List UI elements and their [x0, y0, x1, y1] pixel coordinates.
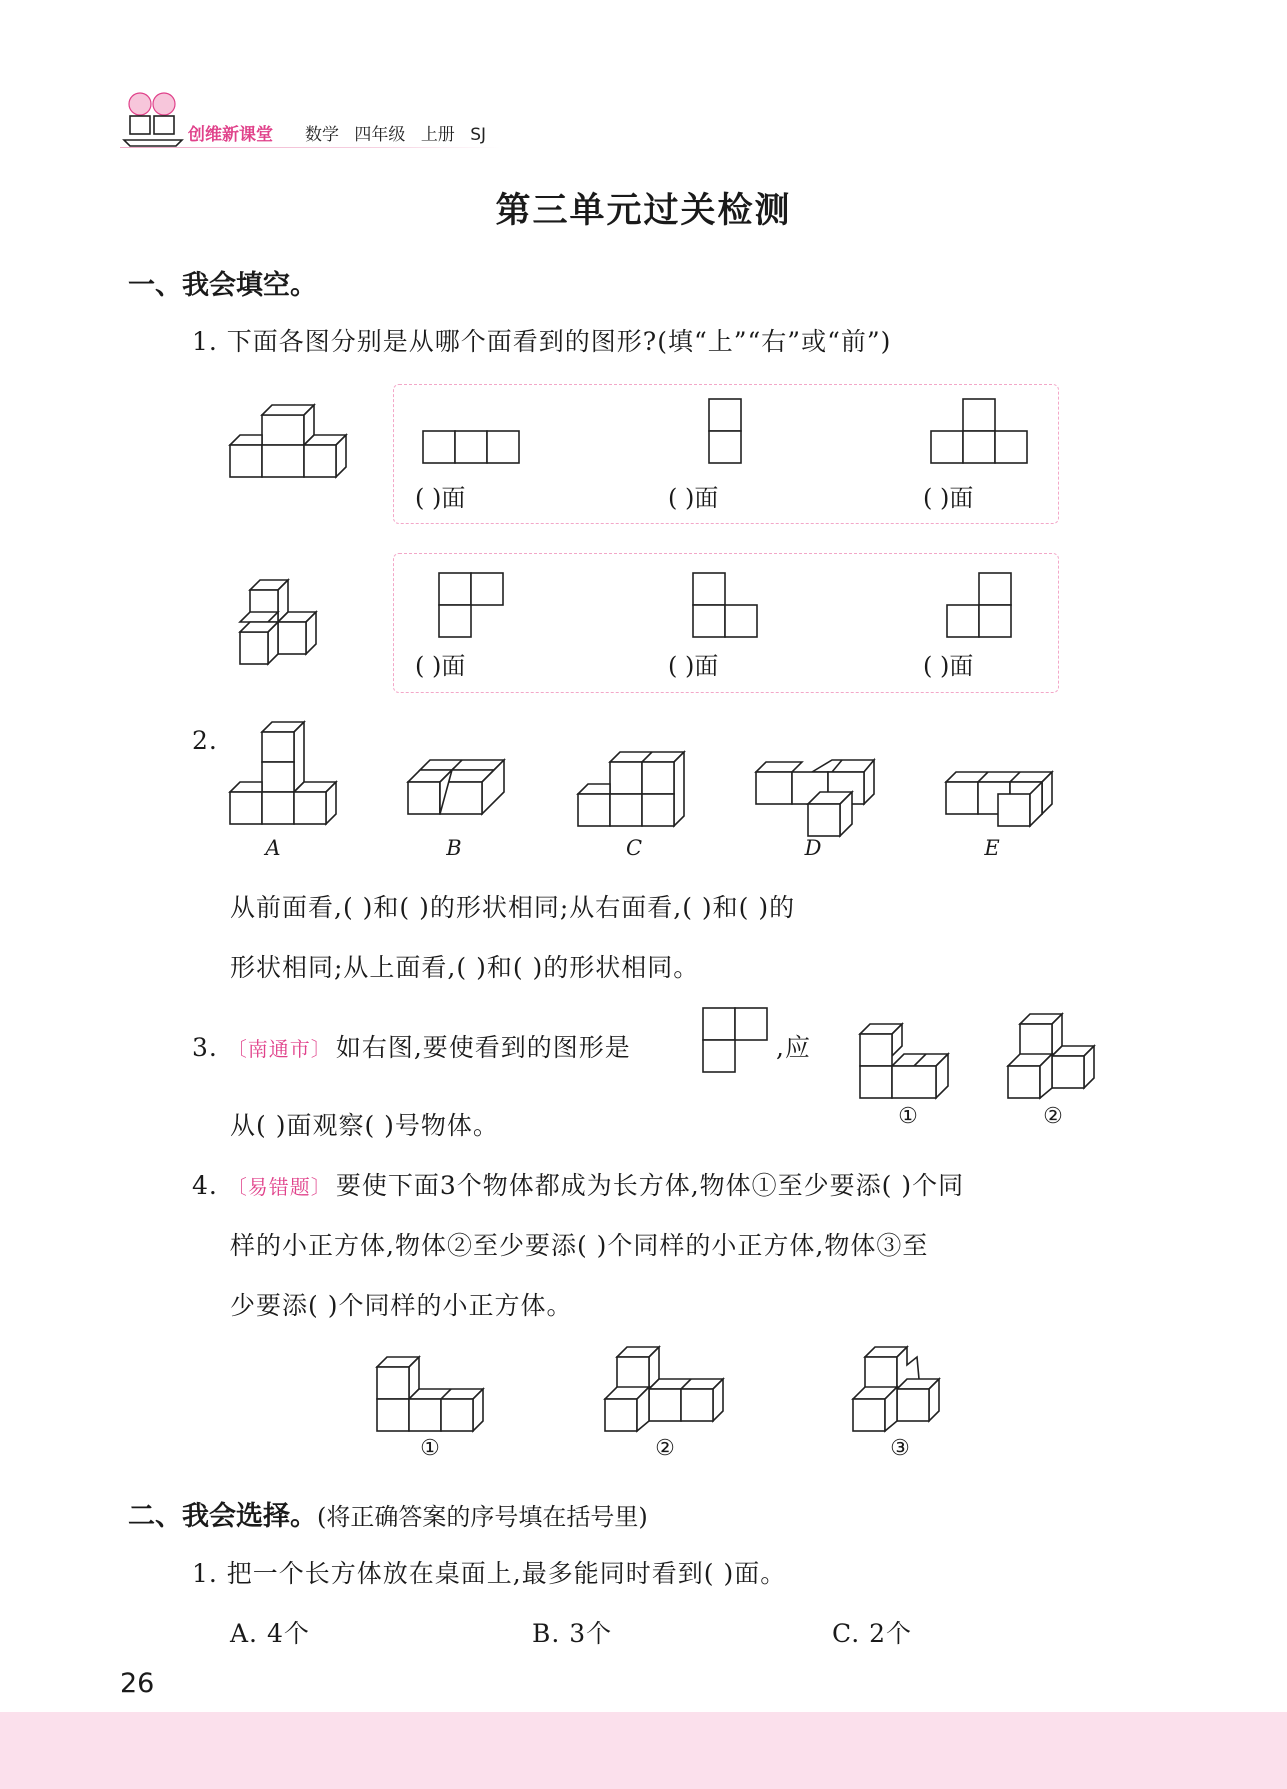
q3-solid-1	[860, 1022, 960, 1102]
q1-solid-1	[230, 415, 340, 495]
q2-label-a: A	[265, 836, 281, 860]
q1-view-1a	[423, 431, 523, 467]
q4-number: 4.	[192, 1171, 218, 1200]
volume: 上册	[420, 125, 455, 145]
brand-logo	[118, 88, 188, 148]
page-title: 第三单元过关检测	[495, 191, 792, 231]
edition: SJ	[470, 125, 487, 145]
q1-blank-1c[interactable]: ( )面	[923, 484, 974, 512]
q2-solid-b	[408, 760, 508, 830]
s2-q1-option-c[interactable]: C. 2个	[832, 1619, 913, 1648]
s2-q1-option-a[interactable]: A. 4个	[230, 1619, 310, 1648]
q2-solid-a	[230, 722, 340, 832]
s2-q1-text: 1. 把一个长方体放在桌面上,最多能同时看到( )面。	[192, 1559, 787, 1588]
section1-heading: 一、我会填空。	[128, 270, 317, 301]
q4-tag: 〔易错题〕	[226, 1175, 332, 1199]
q2-number: 2.	[192, 726, 218, 755]
q4-line1-text: 要使下面3个物体都成为长方体,物体①至少要添( )个同	[335, 1171, 965, 1200]
q1-view-2a	[439, 573, 507, 641]
q1-solid-2	[240, 578, 340, 674]
q1-view-2c	[947, 573, 1015, 641]
q3-label-1: ①	[898, 1104, 918, 1129]
s2-q1-option-b[interactable]: B. 3个	[532, 1619, 613, 1648]
q3-target-view	[703, 1008, 771, 1076]
q3-text-b: ,应	[776, 1033, 811, 1062]
q2-solid-e	[946, 770, 1066, 830]
q4-solid-1	[377, 1355, 487, 1445]
q4-line3: 少要添( )个同样的小正方体。	[230, 1291, 573, 1320]
q1-blank-1a[interactable]: ( )面	[415, 484, 466, 512]
q4-solid-3	[853, 1345, 953, 1445]
q4-label-2: ②	[655, 1436, 675, 1461]
q2-line1: 从前面看,( )和( )的形状相同;从右面看,( )和( )的	[230, 893, 796, 922]
q3-line2: 从( )面观察( )号物体。	[230, 1111, 499, 1140]
q3-solid-2	[1008, 1012, 1108, 1102]
q2-label-d: D	[804, 836, 822, 860]
q1-view-1b	[709, 399, 745, 467]
q4-label-3: ③	[890, 1436, 910, 1461]
page-number: 26	[120, 1668, 155, 1699]
q1-blank-2a[interactable]: ( )面	[415, 652, 466, 680]
section2-heading	[128, 1494, 648, 1533]
q3-number: 3.	[192, 1033, 218, 1062]
book-meta	[305, 120, 496, 145]
q2-solid-d	[756, 760, 876, 832]
section2-title: 二、我会选择。	[128, 1501, 317, 1532]
q1-text: 1. 下面各图分别是从哪个面看到的图形?(填“上”“右”或“前”)	[192, 327, 892, 356]
q3-label-2: ②	[1043, 1104, 1063, 1129]
q4-line1	[192, 1166, 964, 1202]
q3-text-a: 如右图,要使看到的图形是	[335, 1033, 631, 1062]
q3-text	[192, 1028, 631, 1064]
grade: 四年级	[354, 125, 406, 145]
header-divider	[120, 147, 500, 148]
q2-solid-c	[578, 752, 688, 832]
q3-tag: 〔南通市〕	[226, 1037, 332, 1061]
q2-label-c: C	[625, 836, 643, 860]
brand-name: 创维新课堂	[188, 125, 273, 145]
q1-view-1c	[931, 399, 1031, 467]
q1-blank-2c[interactable]: ( )面	[923, 652, 974, 680]
q2-label-e: E	[984, 836, 1000, 860]
footer-band	[0, 1712, 1287, 1789]
q2-label-b: B	[446, 836, 462, 860]
section2-note: (将正确答案的序号填在括号里)	[317, 1503, 648, 1531]
q1-blank-1b[interactable]: ( )面	[668, 484, 719, 512]
q4-line2: 样的小正方体,物体②至少要添( )个同样的小正方体,物体③至	[230, 1231, 929, 1260]
q2-line2: 形状相同;从上面看,( )和( )的形状相同。	[230, 953, 700, 982]
q1-view-2b	[693, 573, 761, 641]
subject: 数学	[305, 125, 339, 145]
q4-label-1: ①	[420, 1436, 440, 1461]
q1-blank-2b[interactable]: ( )面	[668, 652, 719, 680]
q4-solid-2	[605, 1345, 725, 1445]
